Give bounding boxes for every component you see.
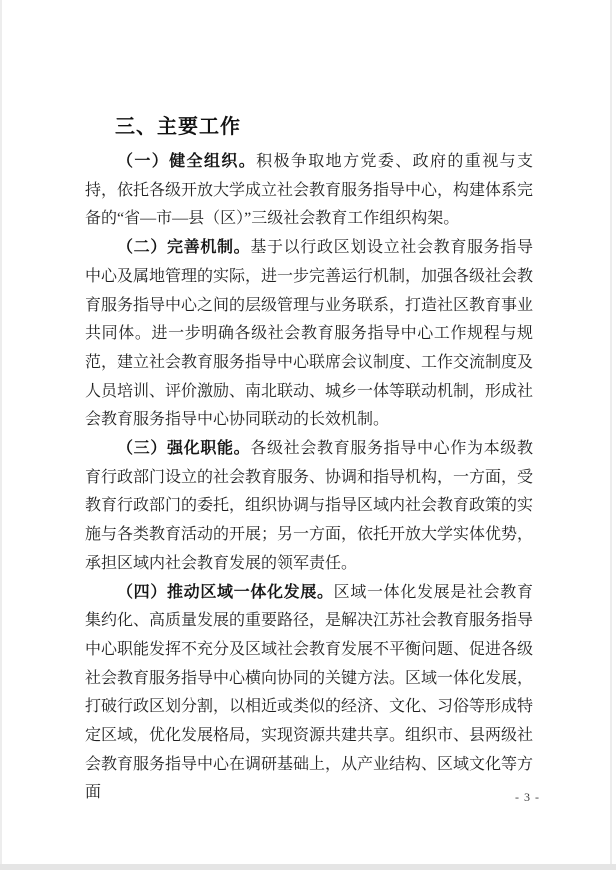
paragraph-2 [85, 234, 533, 435]
paragraph-1-lead: （一）健全组织。 [117, 153, 257, 170]
paragraph-1-text: 积极争取地方党委、政府的重视与支持，依托各级开放大学成立社会教育服务指导中心，构建体系完备的“省—市—县（区）”三级社会教育工作组织构架。 [85, 153, 534, 228]
section-heading: 三、主要工作 [115, 116, 241, 138]
scan-edge-left [0, 0, 2, 870]
paragraph-1 [85, 148, 533, 234]
paragraph-2-lead: （二）完善机制。 [117, 239, 251, 257]
scan-edge-right [610, 0, 612, 870]
paragraph-3-text: 各级社会教育服务指导中心作为本级教育行政部门设立的社会教育服务、协调和指导机构，一方面，受教育行政部门的委托，组织协调与指导区域内社会教育政策的实施与各类教育活动的开展；另一方面，依托开放大学实体优势，承担区域内社会教育发展的领军责任。 [85, 440, 534, 572]
paragraph-3-lead: （三）强化职能。 [117, 440, 251, 458]
paragraph-4 [85, 579, 533, 809]
paragraph-2-text: 基于以行政区划设立社会教育服务指导中心及属地管理的实际，进一步完善运行机制，加强各级社会教育服务指导中心之间的层级管理与业务联系，打造社区教育事业共同体。进一步明确各级社会教育服务指导中心工作规程与规范，建立社会教育服务指导中心联席会议制度、工作交流制度及人员培训、评价激励、南北联动、城乡一体等联动机制，形成社会教育服务指导中心协同联动的长效机制。 [85, 239, 534, 429]
page-number: - 3 - [515, 790, 540, 804]
paragraph-3 [85, 435, 533, 579]
paragraph-4-lead: （四）推动区域一体化发展。 [117, 583, 334, 601]
document-content [85, 112, 533, 808]
scan-edge-bottom [0, 864, 616, 870]
paragraph-4-text: 区域一体化发展是社会教育集约化、高质量发展的重要路径，是解决江苏社会教育服务指导中心职能发挥不充分及区域社会教育发展不平衡问题、促进各级社会教育服务指导中心横向协同的关键方法。区域一体化发展，打破行政区划分割，以相近或类似的经济、文化、习俗等形成特定区域，优化发展格局，实现资源共建共享。组织市、县两级社会教育服务指导中心在调研基础上，从产业结构、区域文化等方面 [85, 583, 534, 802]
